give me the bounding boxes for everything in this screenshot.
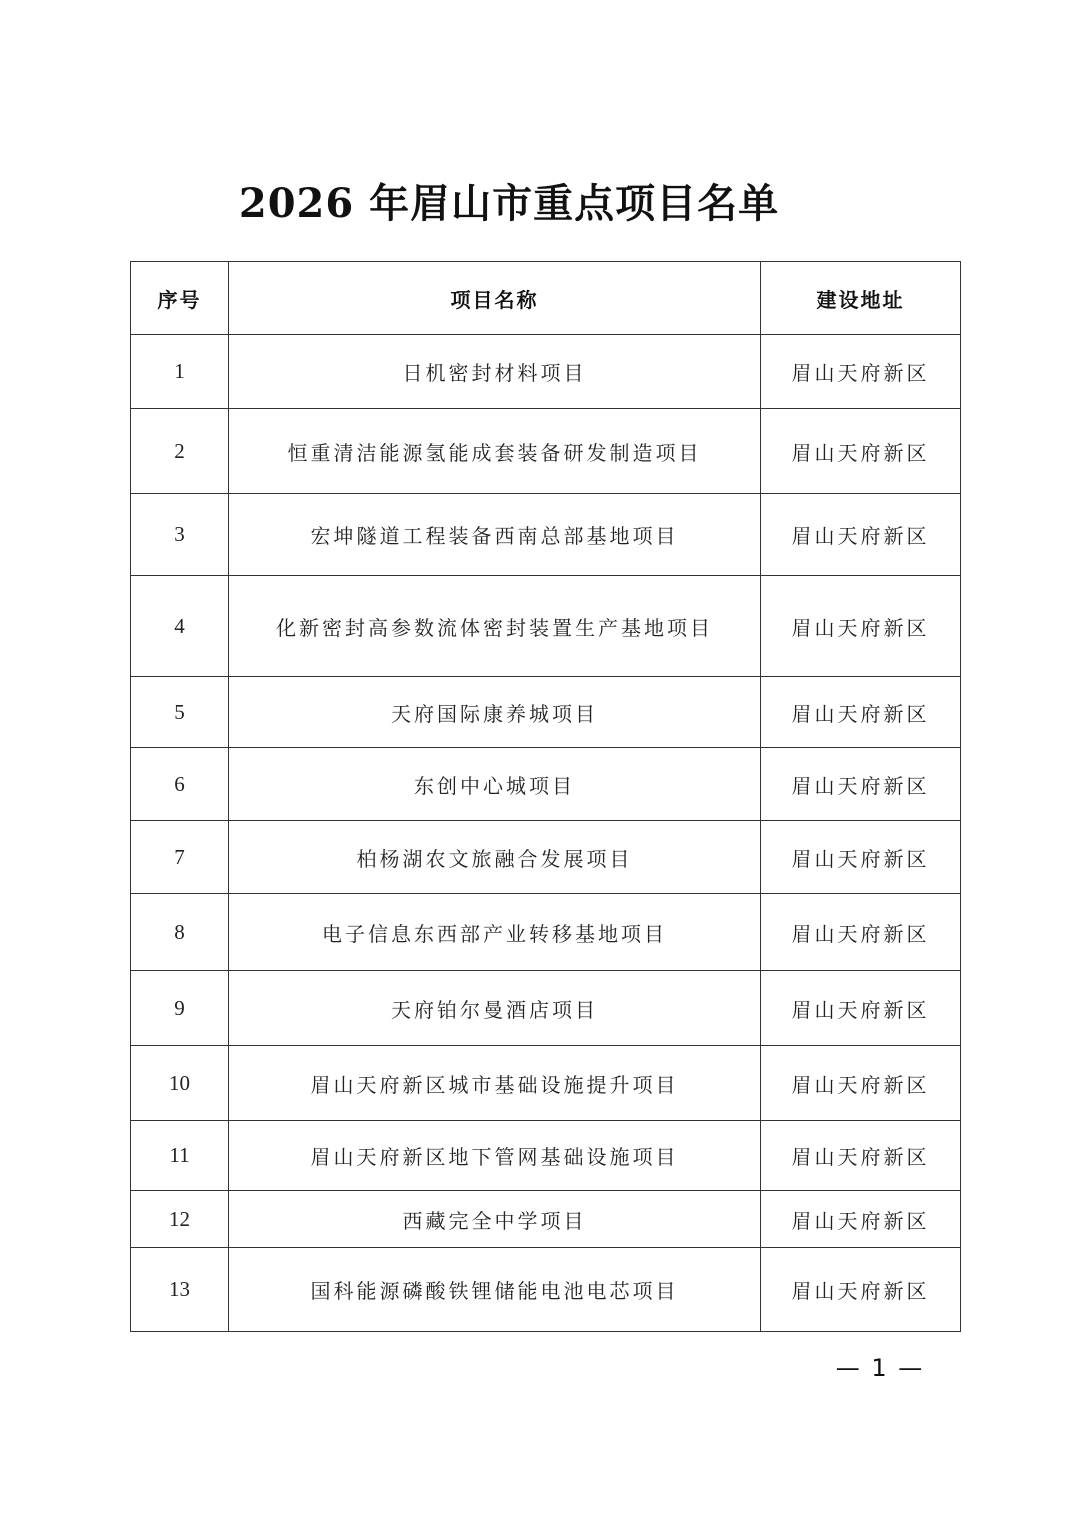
row-location: 眉山天府新区 [761,335,961,409]
table-row [131,894,961,971]
row-location: 眉山天府新区 [761,748,961,821]
table-row [131,1191,961,1248]
table-row [131,1046,961,1121]
row-index: 13 [131,1248,229,1332]
row-index: 1 [131,335,229,409]
row-name: 西藏完全中学项目 [229,1191,761,1248]
row-name: 柏杨湖农文旅融合发展项目 [229,821,761,894]
row-location: 眉山天府新区 [761,821,961,894]
header-index: 序号 [131,262,229,335]
page-title: 2026 年眉山市重点项目名单 [238,180,780,227]
row-name: 天府铂尔曼酒店项目 [229,971,761,1046]
row-name: 恒重清洁能源氢能成套装备研发制造项目 [229,409,761,494]
row-name: 化新密封高参数流体密封装置生产基地项目 [229,576,761,677]
row-index: 10 [131,1046,229,1121]
table-row [131,576,961,677]
row-name: 国科能源磷酸铁锂储能电池电芯项目 [229,1248,761,1332]
row-location: 眉山天府新区 [761,894,961,971]
row-location: 眉山天府新区 [761,494,961,576]
row-index: 6 [131,748,229,821]
table-row [131,335,961,409]
row-location: 眉山天府新区 [761,1121,961,1191]
row-name: 日机密封材料项目 [229,335,761,409]
row-location: 眉山天府新区 [761,1046,961,1121]
table-row [131,971,961,1046]
header-name: 项目名称 [229,262,761,335]
row-location: 眉山天府新区 [761,1248,961,1332]
table-row [131,1121,961,1191]
table-header-row [131,262,961,335]
row-location: 眉山天府新区 [761,971,961,1046]
row-location: 眉山天府新区 [761,409,961,494]
table-row [131,494,961,576]
row-index: 8 [131,894,229,971]
row-index: 2 [131,409,229,494]
row-location: 眉山天府新区 [761,1191,961,1248]
header-location: 建设地址 [761,262,961,335]
row-index: 5 [131,677,229,748]
row-location: 眉山天府新区 [761,576,961,677]
row-name: 宏坤隧道工程装备西南总部基地项目 [229,494,761,576]
row-location: 眉山天府新区 [761,677,961,748]
row-index: 12 [131,1191,229,1248]
row-index: 11 [131,1121,229,1191]
project-table [130,261,961,1332]
row-name: 电子信息东西部产业转移基地项目 [229,894,761,971]
row-name: 天府国际康养城项目 [229,677,761,748]
row-index: 7 [131,821,229,894]
table-row [131,748,961,821]
row-index: 3 [131,494,229,576]
row-name: 眉山天府新区地下管网基础设施项目 [229,1121,761,1191]
table-row [131,1248,961,1332]
row-index: 9 [131,971,229,1046]
table-row [131,409,961,494]
row-index: 4 [131,576,229,677]
row-name: 眉山天府新区城市基础设施提升项目 [229,1046,761,1121]
table-row [131,821,961,894]
table-row [131,677,961,748]
row-name: 东创中心城项目 [229,748,761,821]
page-number: — 1 — [835,1354,925,1382]
